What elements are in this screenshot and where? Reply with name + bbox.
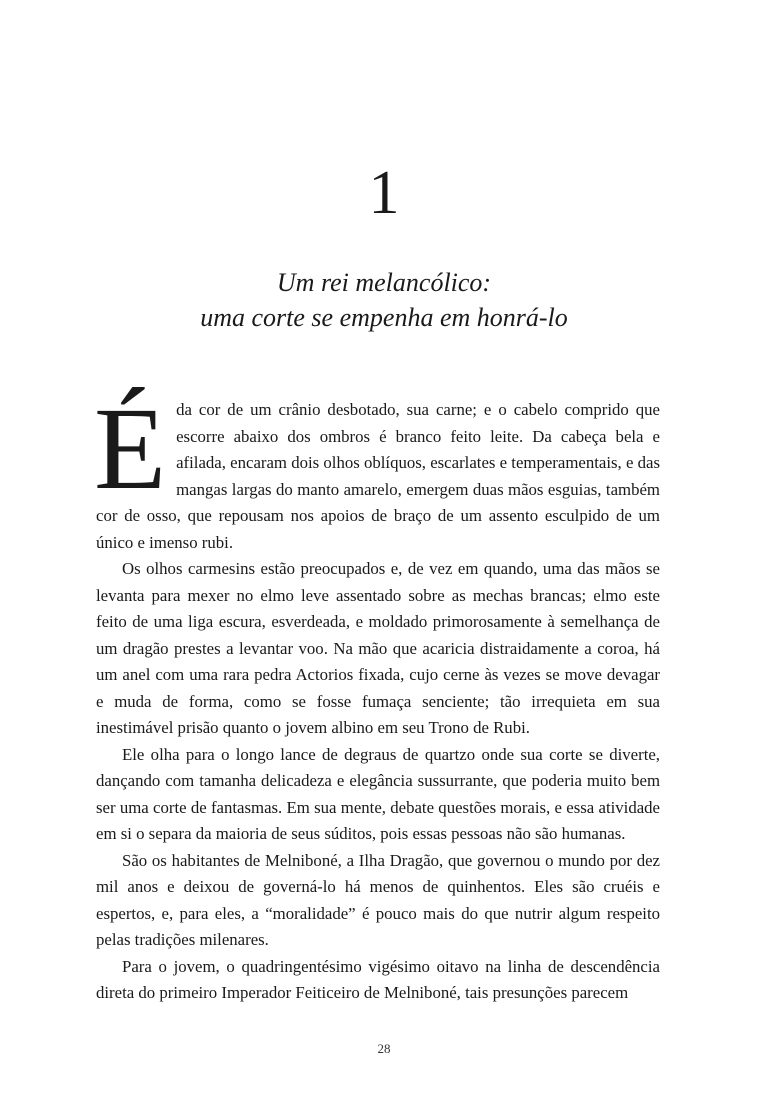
chapter-number: 1 [368, 159, 400, 227]
paragraph-3: Ele olha para o longo lance de degraus de quartzo onde sua corte se diverte, dançando com tamanha delicadeza e elegância sussurrante, que poderia muito bem ser uma corte de fantasmas. Em sua mente, debate questões morais, e essa atividade em si o separa da maioria de seus súditos, pois essas pessoas não são humanas. [96, 744, 660, 843]
chapter-title-line-2: uma corte se empenha em honrá-lo [200, 303, 568, 332]
page-number: 28 [377, 1041, 391, 1056]
paragraph-1-text: da cor de um crânio desbotado, sua carne; e o cabelo comprido que escorre abaixo dos ombros é branco feito leite. Da cabeça bela e afilada, encaram dois olhos oblíquos, escarlates e temperamentais, e das mangas largas do manto amarelo, emergem duas mãos esguias, também cor de osso, que repousam nos apoios de braço de um assento esculpido de um único e imenso rubi. [96, 400, 660, 552]
chapter-title-line-1: Um rei melancólico: [276, 268, 492, 297]
paragraph-1 [94, 383, 660, 556]
paragraph-5: Para o jovem, o quadringentésimo vigésimo oitavo na linha de descendência direta do primeiro Imperador Feiticeiro de Melniboné, tais presunções parecem [96, 956, 660, 1002]
paragraph-4: São os habitantes de Melniboné, a Ilha Dragão, que governou o mundo por dez mil anos e deixou de governá-lo há menos de quinhentos. Eles são cruéis e espertos, e, para eles, a “moralidade” é pouco mais do que nutrir algum respeito pelas tradições milenares. [96, 850, 660, 949]
drop-cap: É [94, 383, 167, 514]
chapter-title [0, 265, 768, 335]
paragraph-2: Os olhos carmesins estão preocupados e, de vez em quando, uma das mãos se levanta para mexer no elmo leve assentado sobre as mechas brancas; elmo este feito de uma liga escura, esverdeada, e moldado primorosamente à semelhança de um dragão prestes a levantar voo. Na mão que acaricia distraidamente a coroa, há um anel com uma rara pedra Actorios fixada, cujo cerne às vezes se move devagar e muda de forma, como se fosse fumaça senciente; tão irrequieta em sua inestimável prisão quanto o jovem albino em seu Trono de Rubi. [96, 559, 660, 737]
chapter-body [94, 383, 660, 1007]
